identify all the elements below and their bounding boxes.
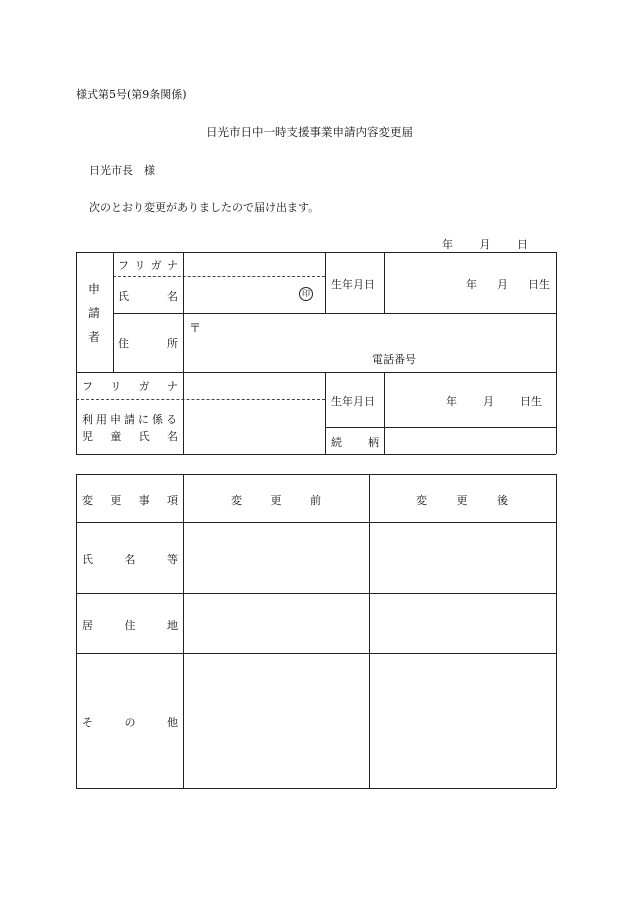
label-char: 日生 (528, 278, 550, 291)
child-name-field[interactable] (185, 401, 323, 453)
label-char: そ (82, 716, 93, 729)
col-header-item (82, 492, 178, 508)
phone-label: 電話番号 (372, 353, 416, 366)
label-char: 変 (416, 494, 427, 507)
label-char: 氏 (138, 430, 150, 443)
label-char: 住 (118, 337, 129, 350)
label-char: 名 (124, 553, 136, 566)
label-char: 月 (479, 238, 491, 251)
label-char: 柄 (368, 436, 379, 449)
label-char: 児 (82, 430, 93, 443)
residence-after-field[interactable] (371, 595, 554, 652)
label-char: 年 (446, 395, 457, 408)
relationship-label (331, 434, 379, 450)
label-char: フ (118, 259, 129, 272)
label-char: 名 (166, 430, 178, 443)
form-title: 日光市日中一時支援事業申請内容変更届 (206, 125, 413, 139)
label-char: リ (110, 380, 122, 393)
label-char: 童 (110, 430, 122, 443)
label-char: ナ (166, 380, 178, 393)
child-birthdate-label: 生年月日 (331, 395, 375, 408)
label-char: 等 (167, 553, 178, 566)
label-char: フ (82, 380, 93, 393)
label-char: リ (134, 259, 146, 272)
label-char: 日生 (520, 395, 542, 408)
applicant-birthdate-field[interactable] (466, 276, 550, 292)
label-char: 更 (110, 494, 122, 507)
label-char: 変 (82, 494, 93, 507)
label-char: 後 (497, 494, 508, 507)
label-char: 項 (166, 494, 178, 507)
label-char: 月 (497, 278, 508, 291)
child-furigana-label (82, 378, 178, 394)
name-before-field[interactable] (185, 524, 367, 592)
other-before-field[interactable] (185, 655, 367, 787)
row-label-other (82, 714, 178, 730)
applicant-address-field[interactable] (185, 315, 555, 371)
label-char: ガ (150, 259, 162, 272)
label-char: 更 (456, 494, 468, 507)
row-label-name (82, 551, 178, 567)
label-char: 年 (466, 278, 477, 291)
label-char: 日 (517, 238, 528, 251)
label-char: 前 (310, 494, 321, 507)
seal-mark: 印 (299, 287, 313, 301)
col-header-before (231, 492, 321, 508)
applicant-char-2: 請 (88, 306, 101, 320)
applicant-name-label (118, 288, 178, 304)
label-char: 名 (167, 290, 178, 303)
label-char: 氏 (118, 290, 129, 303)
form-number: 様式第5号(第9条関係) (76, 88, 187, 101)
applicant-address-label (118, 335, 178, 351)
intro-text: 次のとおり変更がありましたので届け出ます。 (89, 201, 320, 214)
row-label-residence (82, 617, 178, 633)
label-char: ナ (166, 259, 178, 272)
postal-mark: 〒 (189, 321, 202, 335)
applicant-furigana-label (118, 257, 178, 273)
label-char: 他 (167, 716, 178, 729)
child-label-line1: 利用申請に係る (82, 413, 180, 426)
child-furigana-field[interactable] (185, 374, 323, 398)
label-char: 事 (138, 494, 150, 507)
applicant-furigana-field[interactable] (185, 254, 323, 275)
child-label-line2 (82, 428, 178, 444)
label-char: 変 (231, 494, 242, 507)
label-char: の (124, 716, 136, 729)
applicant-char-3: 者 (88, 330, 101, 344)
label-char: 住 (124, 619, 136, 632)
applicant-birthdate-label: 生年月日 (331, 278, 375, 291)
child-birthdate-field[interactable] (446, 393, 542, 409)
label-char: 続 (331, 436, 342, 449)
addressee: 日光市長 様 (89, 164, 155, 177)
other-after-field[interactable] (371, 655, 554, 787)
label-char: 更 (270, 494, 282, 507)
label-char: 地 (167, 619, 178, 632)
col-header-after (416, 492, 508, 508)
name-after-field[interactable] (371, 524, 554, 592)
label-char: 年 (442, 238, 453, 251)
label-char: 氏 (82, 553, 93, 566)
label-char: ガ (138, 380, 150, 393)
label-char: 居 (82, 619, 93, 632)
label-char: 所 (167, 337, 178, 350)
relationship-field[interactable] (386, 429, 554, 453)
submission-date[interactable] (442, 236, 528, 252)
label-char: 月 (483, 395, 494, 408)
residence-before-field[interactable] (185, 595, 367, 652)
applicant-char-1: 申 (88, 282, 101, 296)
